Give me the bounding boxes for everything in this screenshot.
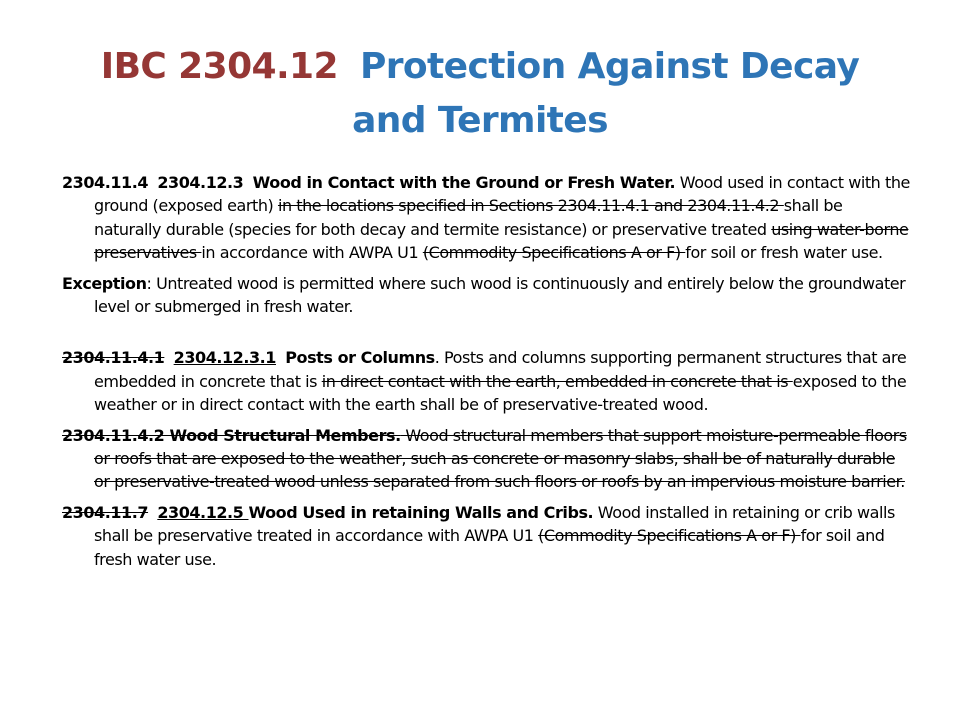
section-text: for soil or fresh water use. — [685, 243, 883, 263]
new-section-number: 2304.12.5 — [157, 502, 249, 522]
title-text-line2: and Termites — [352, 100, 608, 141]
deleted-text: (Commodity Specifications A or F) — [538, 526, 801, 546]
deleted-text: using water-borne preservatives — [94, 219, 909, 263]
deleted-text: in the locations specified in Sections 2304.11.4.1 and 2304.11.4.2 — [277, 196, 784, 216]
section-text: Wood installed in retaining or crib walls shall be preservative treated in accordance with AWPA U1 — [94, 502, 895, 546]
old-section-number: 2304.11.4.1 — [62, 348, 165, 368]
section-heading: Wood Used in retaining Walls and Cribs. — [248, 502, 594, 522]
deleted-text: (Commodity Specifications A or F) — [422, 243, 686, 263]
exception-text: : Untreated wood is permitted where such wood is continuously and entirely below the groundwater level or submerged in fresh water. — [94, 273, 906, 317]
slide-title — [60, 40, 900, 148]
exception-paragraph — [62, 272, 912, 319]
deleted-section-heading: 2304.11.4.2 Wood Structural Members. — [62, 425, 401, 445]
section-text: exposed to the weather or in direct contact with the earth shall be of preservative-treated wood. — [94, 371, 907, 415]
section-text: in accordance with AWPA U1 — [201, 243, 423, 263]
deleted-text: Wood structural members that support moisture-permeable floors or roofs that are exposed to the weather, such as concrete or masonry slabs, shall be of naturally durable or preservative-treated wood unless separated from such floors or roofs by an impervious moisture barrier. — [94, 425, 907, 492]
section-text: for soil and fresh water use. — [94, 526, 885, 569]
section-2304-11-4-2-deleted — [62, 424, 912, 494]
section-heading: Wood in Contact with the Ground or Fresh Water. — [252, 173, 676, 192]
new-section-number: 2304.12.3.1 — [173, 348, 276, 368]
exception-label: Exception — [62, 273, 147, 293]
section-text: shall be naturally durable (species for both decay and termite resistance) or preservative treated — [94, 196, 843, 239]
slide-body — [62, 171, 912, 578]
section-2304-12-3-1 — [62, 346, 912, 416]
deleted-text: in direct contact with the earth, embedded in concrete that is — [321, 371, 793, 391]
section-text: . Posts and columns supporting permanent structures that are embedded in concrete that is — [94, 348, 907, 391]
new-section-number: 2304.12.3 — [157, 173, 244, 192]
title-code-number: IBC 2304.12 — [100, 46, 338, 87]
section-heading: Posts or Columns — [285, 348, 435, 368]
section-2304-12-5 — [62, 501, 912, 571]
old-section-number: 2304.11.7 — [62, 502, 149, 522]
old-section-number: 2304.11.4 — [62, 173, 149, 192]
section-text: Wood used in contact with the ground (exposed earth) — [94, 173, 910, 216]
title-text-line1: Protection Against Decay — [359, 46, 860, 87]
section-2304-12-3 — [62, 171, 912, 265]
